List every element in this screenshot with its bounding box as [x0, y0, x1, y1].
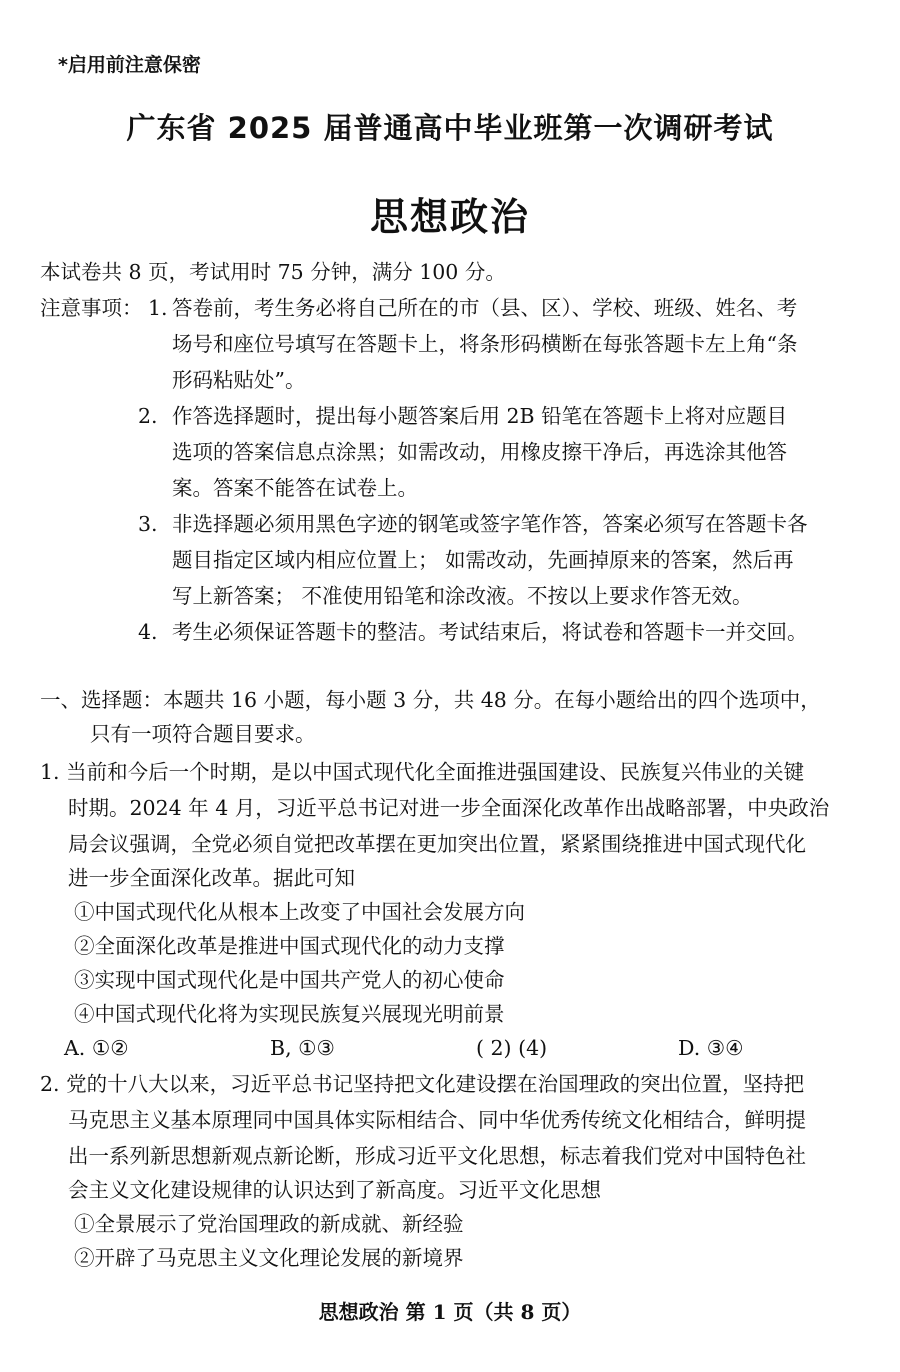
note-number: 1. — [148, 296, 168, 320]
notes-label: 注意事项： — [40, 296, 143, 320]
exam-title: 广东省 2025 届普通高中毕业班第一次调研考试 — [126, 111, 774, 145]
question-line: 马克思主义基本原理同中国具体实际相结合、同中华优秀传统文化相结合，鲜明提 — [68, 1108, 806, 1132]
section-heading-cont: 只有一项符合题目要求。 — [90, 722, 316, 746]
question-line: 时期。2024 年 4 月，习近平总书记对进一步全面深化改革作出战略部署，中央政治 — [68, 796, 830, 820]
note-line: 题目指定区域内相应位置上； 如需改动，先画掉原来的答案，然后再 — [172, 548, 794, 572]
subject-title: 思想政治 — [369, 195, 530, 239]
note-line: 案。答案不能答在试卷上。 — [172, 476, 418, 500]
section-heading: 一、选择题：本题共 16 小题，每小题 3 分，共 48 分。在每小题给出的四个选项中， — [40, 688, 821, 712]
note-line: 考生必须保证答题卡的整洁。考试结束后，将试卷和答题卡一并交回。 — [172, 620, 808, 644]
choice-c: ( 2) (4) — [476, 1036, 548, 1060]
question-option: ④中国式现代化将为实现民族复兴展现光明前景 — [74, 1002, 505, 1026]
question-option: ②开辟了马克思主义文化理论发展的新境界 — [74, 1246, 464, 1270]
question-option: ①中国式现代化从根本上改变了中国社会发展方向 — [74, 900, 525, 924]
question-line: 局会议强调，全党必须自觉把改革摆在更加突出位置，紧紧围绕推进中国式现代化 — [68, 832, 806, 856]
question-line: 进一步全面深化改革。据此可知 — [68, 866, 355, 890]
note-number: 3. — [138, 512, 158, 536]
note-line: 非选择题必须用黑色字迹的钢笔或签字笔作答，答案必须写在答题卡各 — [172, 512, 808, 536]
question-line: 会主义文化建设规律的认识达到了新高度。习近平文化思想 — [68, 1178, 601, 1202]
question-line: 2. 党的十八大以来，习近平总书记坚持把文化建设摆在治国理政的突出位置，坚持把 — [40, 1072, 805, 1096]
note-line: 场号和座位号填写在答题卡上，将条形码横断在每张答题卡左上角“条 — [172, 332, 798, 356]
choice-a: A. ①② — [64, 1036, 129, 1060]
page-footer: 思想政治 第 1 页（共 8 页） — [318, 1300, 582, 1324]
note-number: 2. — [138, 404, 158, 428]
confidential-notice: *启用前注意保密 — [58, 54, 201, 76]
note-line: 答卷前，考生务必将自己所在的市（县、区）、学校、班级、姓名、考 — [172, 296, 798, 320]
question-option: ③实现中国式现代化是中国共产党人的初心使命 — [74, 968, 505, 992]
question-option: ②全面深化改革是推进中国式现代化的动力支撑 — [74, 934, 505, 958]
choice-b: B, ①③ — [270, 1036, 335, 1060]
note-line: 写上新答案； 不准使用铅笔和涂改液。不按以上要求作答无效。 — [172, 584, 753, 608]
question-option: ①全景展示了党治国理政的新成就、新经验 — [74, 1212, 464, 1236]
note-line: 选项的答案信息点涂黑；如需改动，用橡皮擦干净后，再选涂其他答 — [172, 440, 787, 464]
question-line: 1. 当前和今后一个时期，是以中国式现代化全面推进强国建设、民族复兴伟业的关键 — [40, 760, 805, 784]
note-number: 4. — [138, 620, 158, 644]
question-line: 出一系列新思想新观点新论断，形成习近平文化思想，标志着我们党对中国特色社 — [68, 1144, 806, 1168]
exam-intro: 本试卷共 8 页，考试用时 75 分钟，满分 100 分。 — [40, 260, 506, 284]
note-line: 形码粘贴处”。 — [172, 368, 306, 392]
note-line: 作答选择题时，提出每小题答案后用 2B 铅笔在答题卡上将对应题目 — [172, 404, 788, 428]
choice-d: D. ③④ — [678, 1036, 744, 1060]
answer-choices — [64, 1034, 784, 1064]
